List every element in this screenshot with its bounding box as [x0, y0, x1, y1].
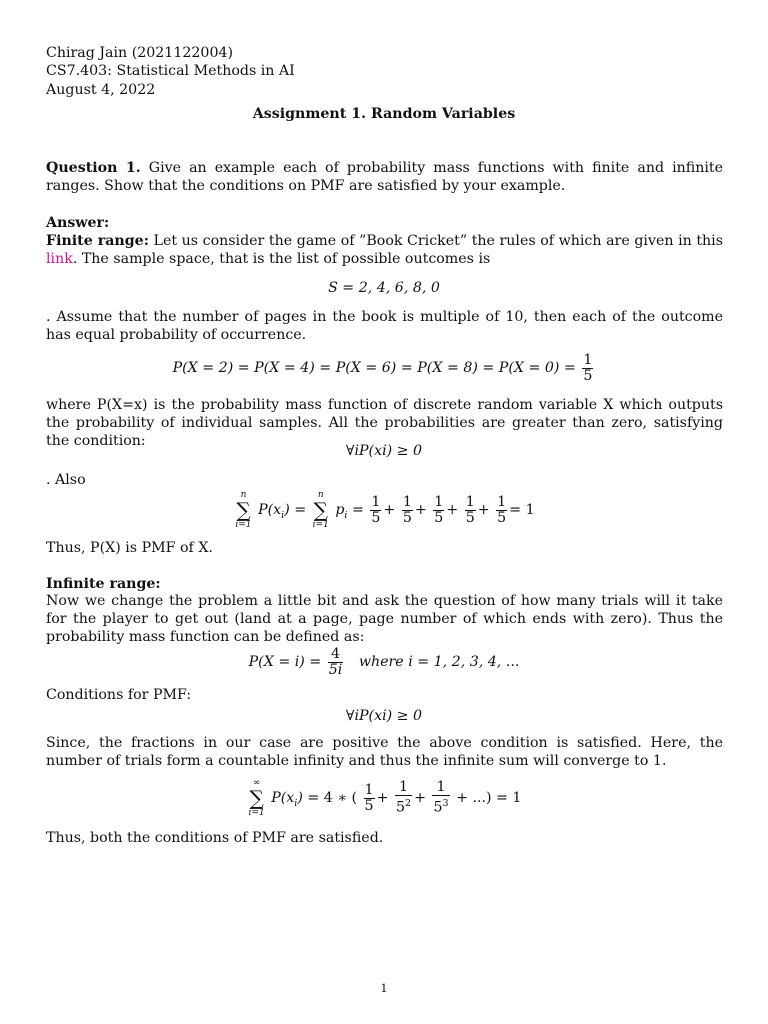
assignment-title: Assignment 1. Random Variables — [252, 106, 516, 122]
equal-probability-equation — [0, 349, 768, 387]
finite-sum-equation: n ∑ i=1 $P(x_i)$ = n ∑ i=1 $p_i$ = $\frac{1}{5}$ + $\frac{1}{5}$ + $\frac{1}{5}$ + $\frac{1}{5}$ + $\frac{1}{5}$ = 1 — [235, 490, 535, 530]
conditions-label: Conditions for PMF: — [46, 687, 192, 703]
fraction-one-fifth: $\frac{1}{5}$ — [583, 351, 593, 384]
nonneg-condition-finite: ∀iP(xi) ≥ 0 — [345, 443, 423, 459]
equal-prob-lhs: P(X = 2) = P(X = 4) = P(X = 6) = P(X = 8) = P(X = 0) = — [172, 360, 576, 376]
finite-para-2: . Assume that the number of pages in the book is multiple of 10, then each of the outcome has equal probability of occurrence. — [46, 309, 723, 343]
infinite-sum-equation: ∞ ∑ i=1 $P(x_i) = 4$ ∗ ( $\frac{1}{5}$ + $\frac{1}{5^2}$ + $\frac{1}{5^3}$ + ...) = 1 — [248, 778, 522, 818]
finite-conclusion: Thus, P(X) is PMF of X. — [46, 540, 213, 556]
infinite-range-label: Infinite range: — [46, 576, 161, 592]
question-text: Give an example each of probability mass functions with finite and infinite ranges. Show that the conditions on PMF are satisfied by your example. — [46, 160, 723, 194]
nonneg-condition-infinite: ∀iP(xi) ≥ 0 — [345, 708, 423, 724]
course-line: CS7.403: Statistical Methods in AI — [46, 63, 295, 79]
page-number: 1 — [380, 982, 388, 995]
summation-1: n ∑ i=1 — [235, 490, 252, 530]
pmf-where: where i = 1, 2, 3, 4, ... — [358, 654, 520, 670]
author-line: Chirag Jain (2021122004) — [46, 45, 234, 61]
infinite-para-1: Now we change the problem a little bit and ask the question of how many trials will it take for the player to get out (land at a page, page number of which ends with zero). Thus the probability mass function can be defined as: — [46, 593, 723, 645]
date-line: August 4, 2022 — [46, 82, 156, 98]
book-cricket-link[interactable]: link — [46, 251, 73, 267]
question-label: Question 1. — [46, 160, 141, 176]
finite-text-after-link: . The sample space, that is the list of possible outcomes is — [72, 251, 491, 267]
fraction-4-over-5i: $\frac{4}{5i}$ — [328, 645, 343, 678]
finite-para-1 — [46, 232, 723, 268]
infinite-para-2: Since, the fractions in our case are positive the above condition is satisfied. Here, the number of trials form a countable infinity and thus the infinite sum will converge to 1. — [46, 735, 723, 769]
pmf-lhs: P(X = i) = — [248, 654, 322, 670]
summation-2: n ∑ i=1 — [312, 490, 329, 530]
summation-infinite: ∞ ∑ i=1 — [248, 778, 265, 818]
also-text: . Also — [46, 472, 86, 488]
question-1 — [46, 159, 723, 195]
infinite-conclusion: Thus, both the conditions of PMF are satisfied. — [46, 830, 384, 846]
finite-text-before-link: Let us consider the game of ”Book Cricket” the rules of which are given in this — [153, 233, 723, 249]
finite-range-label: Finite range: — [46, 233, 149, 249]
answer-label: Answer: — [46, 215, 110, 231]
infinite-pmf-equation — [0, 643, 768, 681]
sample-space-equation: S = 2, 4, 6, 8, 0 — [328, 280, 440, 296]
finite-para-3: where P(X=x) is the probability mass function of discrete random variable X which outputs the probability of individual samples. All the probabilities are greater than zero, satisfying the condition: — [46, 397, 723, 449]
